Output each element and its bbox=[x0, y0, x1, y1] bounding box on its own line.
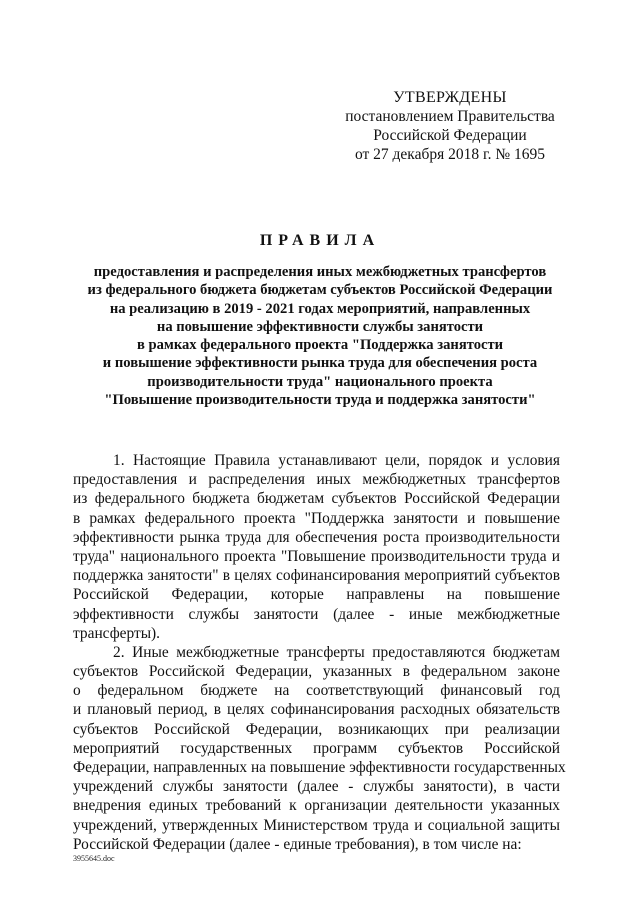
paragraph-line: эффективности рынка труда для обеспечения роста производительности bbox=[73, 528, 560, 546]
paragraph-line: труда" национального проекта "Повышение производительности труда и bbox=[73, 547, 560, 565]
document-title: ПРАВИЛА bbox=[259, 232, 381, 249]
subtitle-line: на повышение эффективности службы занятости bbox=[156, 318, 484, 335]
subtitle-line: из федерального бюджета бюджетам субъектов Российской Федерации bbox=[87, 282, 553, 299]
paragraph-line: предоставления и распределения иных межбюджетных трансфертов bbox=[73, 471, 560, 489]
approval-title: УТВЕРЖДЕНЫ bbox=[393, 89, 507, 106]
subtitle-line: предоставления и распределения иных межбюджетных трансфертов bbox=[93, 264, 547, 280]
approval-block bbox=[300, 88, 600, 164]
document-file-name: 3955645.doc bbox=[73, 854, 115, 863]
approval-date-line: от 27 декабря 2018 г. № 1695 bbox=[354, 146, 546, 163]
approval-line: постановлением Правительства bbox=[345, 108, 555, 125]
document-body bbox=[73, 451, 566, 854]
subtitle-line: в рамках федерального проекта "Поддержка занятости bbox=[136, 337, 504, 354]
paragraph-line: мероприятий государственных программ субъектов Российской bbox=[73, 739, 560, 757]
paragraph-line: учреждений службы занятости (далее - службы занятости), в части bbox=[73, 778, 560, 796]
paragraph-line: 1. Настоящие Правила устанавливают цели, порядок и условия bbox=[113, 452, 560, 469]
paragraph-line: поддержка занятости" в целях софинансирования мероприятий субъектов bbox=[73, 567, 560, 585]
paragraph-2 bbox=[73, 643, 566, 854]
paragraph-line: трансферты). bbox=[73, 624, 161, 642]
document-subtitle bbox=[40, 263, 600, 409]
paragraph-line: субъектов Российской Федерации, возникающих при реализации bbox=[73, 720, 560, 738]
subtitle-line: на реализацию в 2019 - 2021 годах мероприятий, направленных bbox=[109, 300, 531, 317]
subtitle-line: производительности труда" национального проекта bbox=[147, 373, 493, 390]
paragraph-line: из федерального бюджета бюджетам субъектов Российской Федерации bbox=[73, 490, 560, 508]
paragraph-1 bbox=[73, 451, 560, 643]
paragraph-line: о федеральном бюджете на соответствующий финансовый год bbox=[73, 682, 560, 700]
paragraph-line: Российской Федерации, которые направлены на повышение bbox=[73, 586, 560, 604]
subtitle-line: и повышение эффективности рынка труда для обеспечения роста bbox=[102, 355, 538, 372]
paragraph-line: в рамках федерального проекта "Поддержка занятости и повышение bbox=[73, 509, 560, 527]
paragraph-line: учреждений, утвержденных Министерством труда и социальной защиты bbox=[73, 816, 560, 834]
subtitle-line: "Повышение производительности труда и поддержка занятости" bbox=[104, 392, 536, 409]
paragraph-line: 2. Иные межбюджетные трансферты предоставляются бюджетам bbox=[113, 643, 560, 661]
approval-line: Российской Федерации bbox=[373, 127, 527, 144]
paragraph-line: внедрения единых требований к организации деятельности указанных bbox=[73, 797, 560, 815]
paragraph-line: Федерации, направленных на повышение эффективности государственных bbox=[73, 759, 566, 776]
paragraph-line: Российской Федерации (далее - единые требования), в том числе на: bbox=[73, 835, 522, 853]
paragraph-line: субъектов Российской Федерации, указанных в федеральном законе bbox=[73, 663, 560, 681]
paragraph-line: эффективности службы занятости (далее - иные межбюджетные bbox=[73, 605, 560, 623]
paragraph-line: и плановый период, в целях софинансирования расходных обязательств bbox=[73, 701, 560, 719]
